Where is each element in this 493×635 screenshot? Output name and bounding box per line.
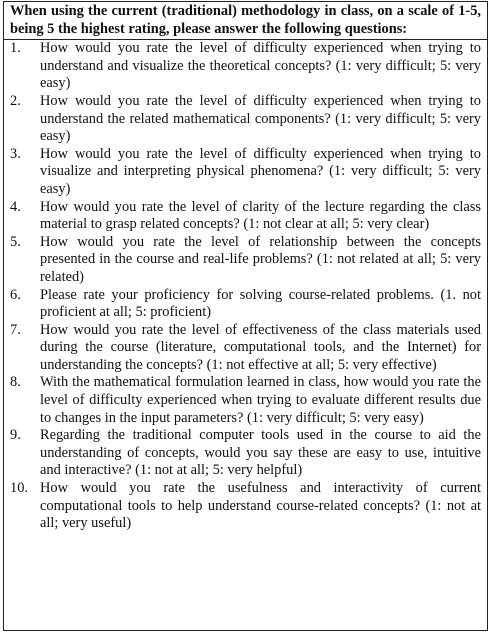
- question-number: 6.: [10, 286, 21, 303]
- question-3: [4, 146, 487, 199]
- table-header: When using the current (traditional) methodology in class, on a scale of 1-5, being 5 the highest rating, please answer the following questions:: [4, 2, 487, 40]
- question-1: [4, 40, 487, 93]
- question-text: With the mathematical formulation learned in class, how would you rate the level of difficulty experienced when trying to evaluate different results due to changes in the input parameters? (1: very difficult; 5: very easy): [40, 374, 481, 426]
- question-text: How would you rate the level of difficulty experienced when trying to understand and visualize the theoretical concepts? (1: very difficult; 5: very easy): [40, 40, 481, 92]
- question-number: 9.: [10, 427, 21, 444]
- question-7: [4, 322, 487, 375]
- question-number: 10.: [10, 480, 28, 497]
- question-text: How would you rate the level of relationship between the concepts presented in the course and real-life problems? (1: not related at all; 5: very related): [40, 233, 481, 285]
- question-text: How would you rate the level of clarity of the lecture regarding the class material to grasp related concepts? (1: not clear at all; 5: very clear): [40, 198, 481, 233]
- question-text: How would you rate the usefulness and interactivity of current computational tools to help understand course-related concepts? (1: not at all; very useful): [40, 480, 481, 532]
- question-10: [4, 480, 487, 533]
- question-9: [4, 427, 487, 480]
- question-4: [4, 199, 487, 234]
- question-6: [4, 287, 487, 322]
- question-text: How would you rate the level of difficulty experienced when trying to understand the related mathematical components? (1: very difficult; 5: very easy): [40, 92, 481, 145]
- question-text: How would you rate the level of difficulty experienced when trying to visualize and interpreting physical phenomena? (1: very difficult; 5: very easy): [40, 145, 481, 197]
- question-number: 3.: [10, 145, 21, 162]
- question-8: [4, 374, 487, 427]
- question-number: 7.: [10, 321, 21, 338]
- question-text: Please rate your proficiency for solving course-related problems. (1. not proficient at all; 5: proficient): [40, 286, 481, 321]
- questionnaire-table: [3, 1, 488, 631]
- question-text: How would you rate the level of effectiveness of the class materials used during the course (literature, computational tools, and the Internet) for understanding the concepts? (1: not effective at all; 5: very effective): [40, 321, 481, 373]
- question-number: 4.: [10, 198, 21, 215]
- question-number: 5.: [10, 233, 21, 250]
- question-number: 2.: [10, 92, 21, 109]
- question-number: 8.: [10, 374, 21, 391]
- question-number: 1.: [10, 40, 21, 57]
- question-5: [4, 234, 487, 287]
- question-2: [4, 93, 487, 146]
- question-text: Regarding the traditional computer tools used in the course to aid the understanding of concepts, would you say these are easy to use, intuitive and interactive? (1: not at all; 5: very helpful): [40, 427, 481, 479]
